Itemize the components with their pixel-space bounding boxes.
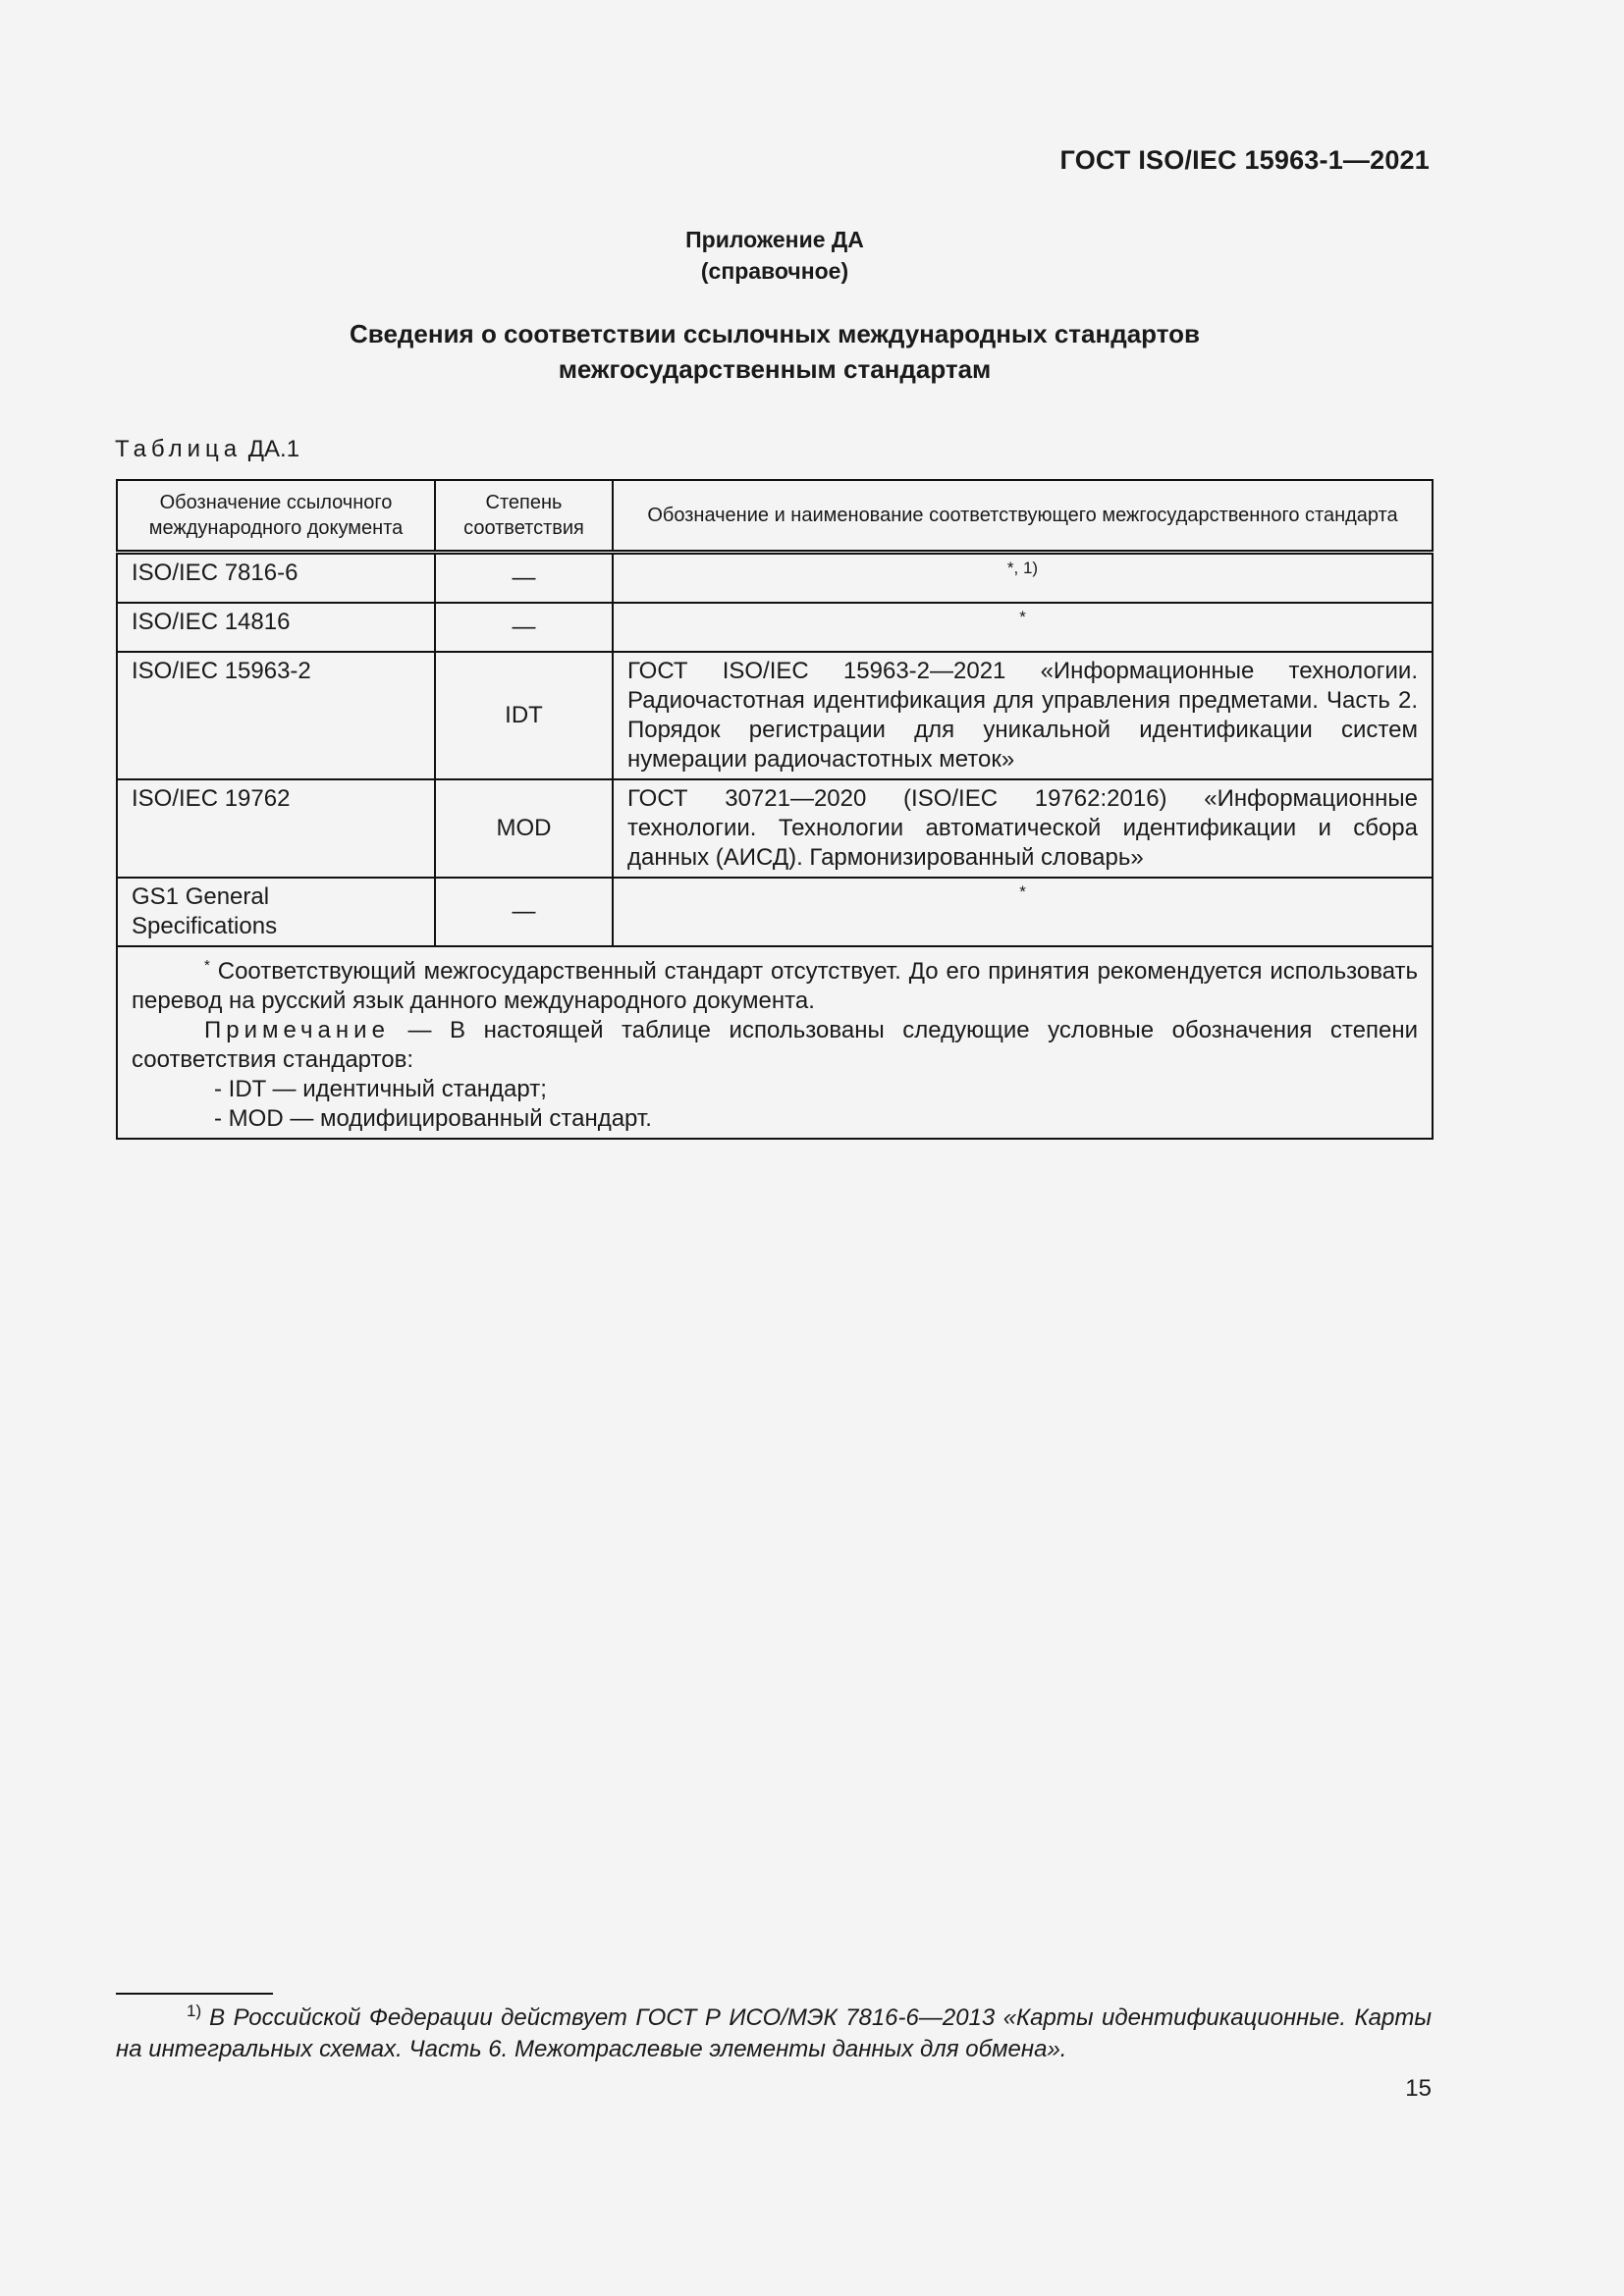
table-caption-id: ДА.1: [247, 436, 300, 462]
cell-degree: —: [435, 878, 613, 946]
cell-ref-doc: GS1 General Specifications: [117, 878, 435, 946]
table-row: [117, 779, 1433, 878]
section-heading: [0, 316, 1549, 387]
table-notes-row: [117, 946, 1433, 1139]
document-code: ГОСТ ISO/IEC 15963-1—2021: [1059, 145, 1430, 175]
cell-gost: ГОСТ 30721—2020 (ISO/IEC 19762:2016) «Информационные технологии. Технологии автоматической идентификации и сбора данных (АИСД). Гармонизированный словарь»: [613, 779, 1433, 878]
header-gost: Обозначение и наименование соответствующего межгосударственного стандарта: [613, 480, 1433, 553]
appendix-title-block: [0, 224, 1549, 287]
cell-gost: ГОСТ ISO/IEC 15963-2—2021 «Информационные технологии. Радиочастотная идентификация для управления предметами. Часть 2. Порядок регистрации для уникальной идентификации систем нумерации радиочастотных меток»: [613, 652, 1433, 779]
cell-degree: —: [435, 603, 613, 652]
note-text: — В настоящей таблице использованы следующие условные обозначения степени соответствия стандартов:: [132, 1017, 1419, 1073]
table-row: [117, 553, 1433, 604]
table-header-row: [117, 480, 1433, 553]
cell-ref-doc: ISO/IEC 7816-6: [117, 553, 435, 604]
table-caption: [115, 436, 299, 463]
footnote-text: В Российской Федерации действует ГОСТ Р ИСО/МЭК 7816-6—2013 «Карты идентификационные. Карты на интегральных схемах. Часть 6. Межотраслевые элементы данных для обмена».: [116, 2004, 1432, 2062]
table-row: [117, 878, 1433, 946]
cell-ref-doc: ISO/IEC 14816: [117, 603, 435, 652]
footnote-divider: [116, 1993, 273, 1995]
note-label: Примечание: [204, 1017, 390, 1043]
cell-degree: —: [435, 553, 613, 604]
cell-gost: *: [613, 878, 1433, 946]
footnote-number: 1): [187, 2002, 202, 2020]
cell-ref-doc: ISO/IEC 19762: [117, 779, 435, 878]
cell-degree: MOD: [435, 779, 613, 878]
table-row: [117, 652, 1433, 779]
table-row: [117, 603, 1433, 652]
standards-table: [116, 479, 1434, 1140]
cell-gost: *: [613, 603, 1433, 652]
note-item: - MOD — модифицированный стандарт.: [214, 1105, 652, 1132]
page-number: 15: [1405, 2075, 1432, 2102]
header-ref-doc: Обозначение ссылочного международного документа: [117, 480, 435, 553]
star-mark: *: [204, 957, 210, 974]
note-item: - IDT — идентичный стандарт;: [214, 1076, 547, 1102]
section-heading-line-1: Сведения о соответствии ссылочных международных стандартов: [350, 319, 1200, 348]
section-heading-line-2: межгосударственным стандартам: [558, 354, 992, 384]
cell-degree: IDT: [435, 652, 613, 779]
table-note: [132, 1016, 1418, 1075]
cell-gost: *, 1): [613, 553, 1433, 604]
page-footnote: [116, 2002, 1432, 2065]
appendix-subtitle: (справочное): [700, 258, 849, 284]
star-footnote-text: Соответствующий межгосударственный стандарт отсутствует. До его принятия рекомендуется использовать перевод на русский язык данного международного документа.: [132, 958, 1419, 1014]
cell-ref-doc: ISO/IEC 15963-2: [117, 652, 435, 779]
header-degree: Степень соответствия: [435, 480, 613, 553]
appendix-title: Приложение ДА: [685, 227, 864, 252]
table-notes: [117, 946, 1433, 1139]
table-caption-label: Таблица: [115, 436, 243, 462]
star-footnote: [132, 951, 1418, 1016]
